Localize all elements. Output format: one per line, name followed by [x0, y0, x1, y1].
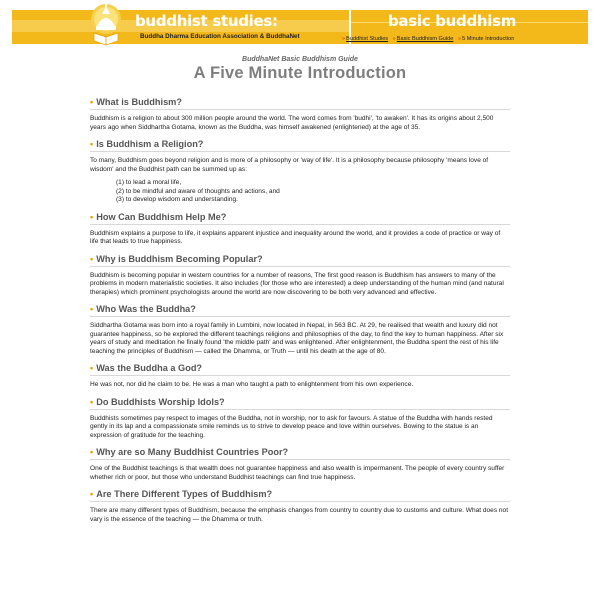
section-heading: • Why are so Many Buddhist Countries Poor?	[90, 447, 289, 457]
site-title[interactable]: buddhist studies:	[135, 12, 278, 30]
bullet-icon: •	[90, 489, 94, 499]
section-heading: • How Can Buddhism Help Me?	[90, 211, 227, 222]
divider	[90, 375, 510, 376]
section-is-buddhism-a-religion	[90, 137, 510, 205]
breadcrumb-arrow-icon: »	[392, 36, 396, 42]
section-paragraph: There are many different types of Buddhism, because the emphasis changes from country to country due to customs and culture. What does not vary is the essence of the teaching — the Dhamma or truth.	[90, 507, 509, 523]
buddhist-path-list	[116, 179, 510, 205]
section-how-can-buddhism-help	[90, 210, 510, 247]
article-content	[90, 95, 510, 529]
divider	[90, 409, 510, 410]
list-item: (2) to be mindful and aware of thoughts and actions, and	[116, 187, 280, 195]
stupa-and-book-icon[interactable]	[88, 0, 124, 50]
section-paragraph: One of the Buddhist teachings is that wealth does not guarantee happiness and also wealth is impermanent. The people of every country suffer whether rich or poor, but those who understand Buddhist teachings can find true happiness.	[90, 465, 505, 481]
section-paragraph: To many, Buddhism goes beyond religion and is more of a philosophy or 'way of life'. It is a philosophy because philosophy 'means love of wisdom' and the Buddhist path can be summed up as:	[90, 157, 489, 173]
bullet-icon: •	[90, 211, 94, 222]
site-banner	[0, 0, 600, 54]
section-paragraph: He was not, nor did he claim to be. He was a man who taught a path to enlightenment from his own experience.	[90, 381, 414, 388]
section-heading: • Do Buddhists Worship Idols?	[90, 396, 225, 407]
divider	[90, 266, 510, 267]
section-heading: • Why is Buddhism Becoming Popular?	[90, 253, 263, 264]
section-heading: • Are There Different Types of Buddhism?	[90, 489, 273, 499]
divider	[90, 501, 510, 502]
section-types-of-buddhism	[90, 487, 510, 524]
section-paragraph: Buddhists sometimes pay respect to images of the Buddha, not in worship, nor to ask for favours. A statue of the Buddha with hands rested gently in its lap and a compassionate smile reminds us to strive to develop peace and love within ourselves. Bowing to the statue is an expression of gratitude for the teaching.	[90, 414, 493, 439]
list-item: (1) to lead a moral life,	[116, 179, 182, 186]
divider	[90, 316, 510, 317]
bullet-icon: •	[90, 97, 94, 107]
section-heading: • Who Was the Buddha?	[90, 304, 196, 314]
site-subtitle: Buddha Dharma Education Association & BuddhaNet	[140, 33, 300, 40]
section-heading: • Was the Buddha a God?	[90, 363, 203, 373]
bullet-icon: •	[90, 396, 94, 407]
bullet-icon: •	[90, 139, 94, 149]
section-why-popular	[90, 252, 510, 298]
section-heading: • Is Buddhism a Religion?	[90, 139, 204, 149]
breadcrumb-current: 5 Minute Introduction	[462, 36, 515, 42]
breadcrumb-link-basic-buddhism-guide[interactable]: Basic Buddhism Guide	[396, 36, 454, 42]
page-title: A Five Minute Introduction	[193, 64, 407, 82]
section-who-was-the-buddha	[90, 302, 510, 356]
breadcrumb-arrow-icon: »	[457, 36, 462, 42]
bullet-icon: •	[90, 447, 94, 457]
bullet-icon: •	[90, 304, 94, 314]
bullet-icon: •	[90, 253, 94, 264]
section-countries-poor	[90, 445, 510, 482]
divider	[90, 459, 510, 460]
section-heading: • What is Buddhism?	[90, 97, 182, 107]
section-what-is-buddhism	[90, 95, 510, 132]
breadcrumb-link-buddhist-studies[interactable]: Buddhist Studies	[346, 36, 389, 42]
section-paragraph: Siddhartha Gotama was born into a royal family in Lumbini, now located in Nepal, in 563 BC. At 29, he realised that wealth and luxury did not guarantee happiness, so he explored the different teachings religions and philosophies of the day, to find the key to human happiness. After six years of study and meditation he finally found 'the middle path' and was enlightened. After enlightenment, the Buddha spent the rest of his life teaching the principles of Buddhism — called the Dhamma, or Truth — until his death at the age of 80.	[90, 322, 504, 355]
divider	[90, 151, 510, 152]
section-was-the-buddha-a-god	[90, 361, 510, 390]
section-paragraph: Buddhism is a religion to about 300 million people around the world. The word comes from 'budhi', 'to awaken'. It has its origins about 2,500 years ago when Siddhartha Gotama, known as the Buddha, was himself awakened (enlightened) at the age of 35.	[90, 115, 494, 131]
section-title: basic buddhism	[388, 12, 517, 30]
list-item: (3) to develop wisdom and understanding.	[116, 196, 238, 203]
section-worship-idols	[90, 395, 510, 441]
section-paragraph: Buddhism is becoming popular in western countries for a number of reasons, The first good reason is Buddhism has answers to many of the problems in modern materialistic societies. It also includes (for those who are interested) a deep understanding of the human mind (and natural therapies) which prominent psychologists around the world are now discovering to be both very advanced and effective.	[90, 271, 504, 296]
divider	[90, 224, 510, 225]
page-kicker: BuddhaNet Basic Buddhism Guide	[242, 56, 358, 63]
divider	[90, 109, 510, 110]
bullet-icon: •	[90, 363, 94, 373]
section-paragraph: Buddhism explains a purpose to life, it explains apparent injustice and inequality around the world, and it provides a code of practice or way of life that leads to true happiness.	[90, 229, 501, 245]
breadcrumb-arrow-icon: »	[342, 36, 346, 42]
breadcrumb	[339, 36, 514, 42]
